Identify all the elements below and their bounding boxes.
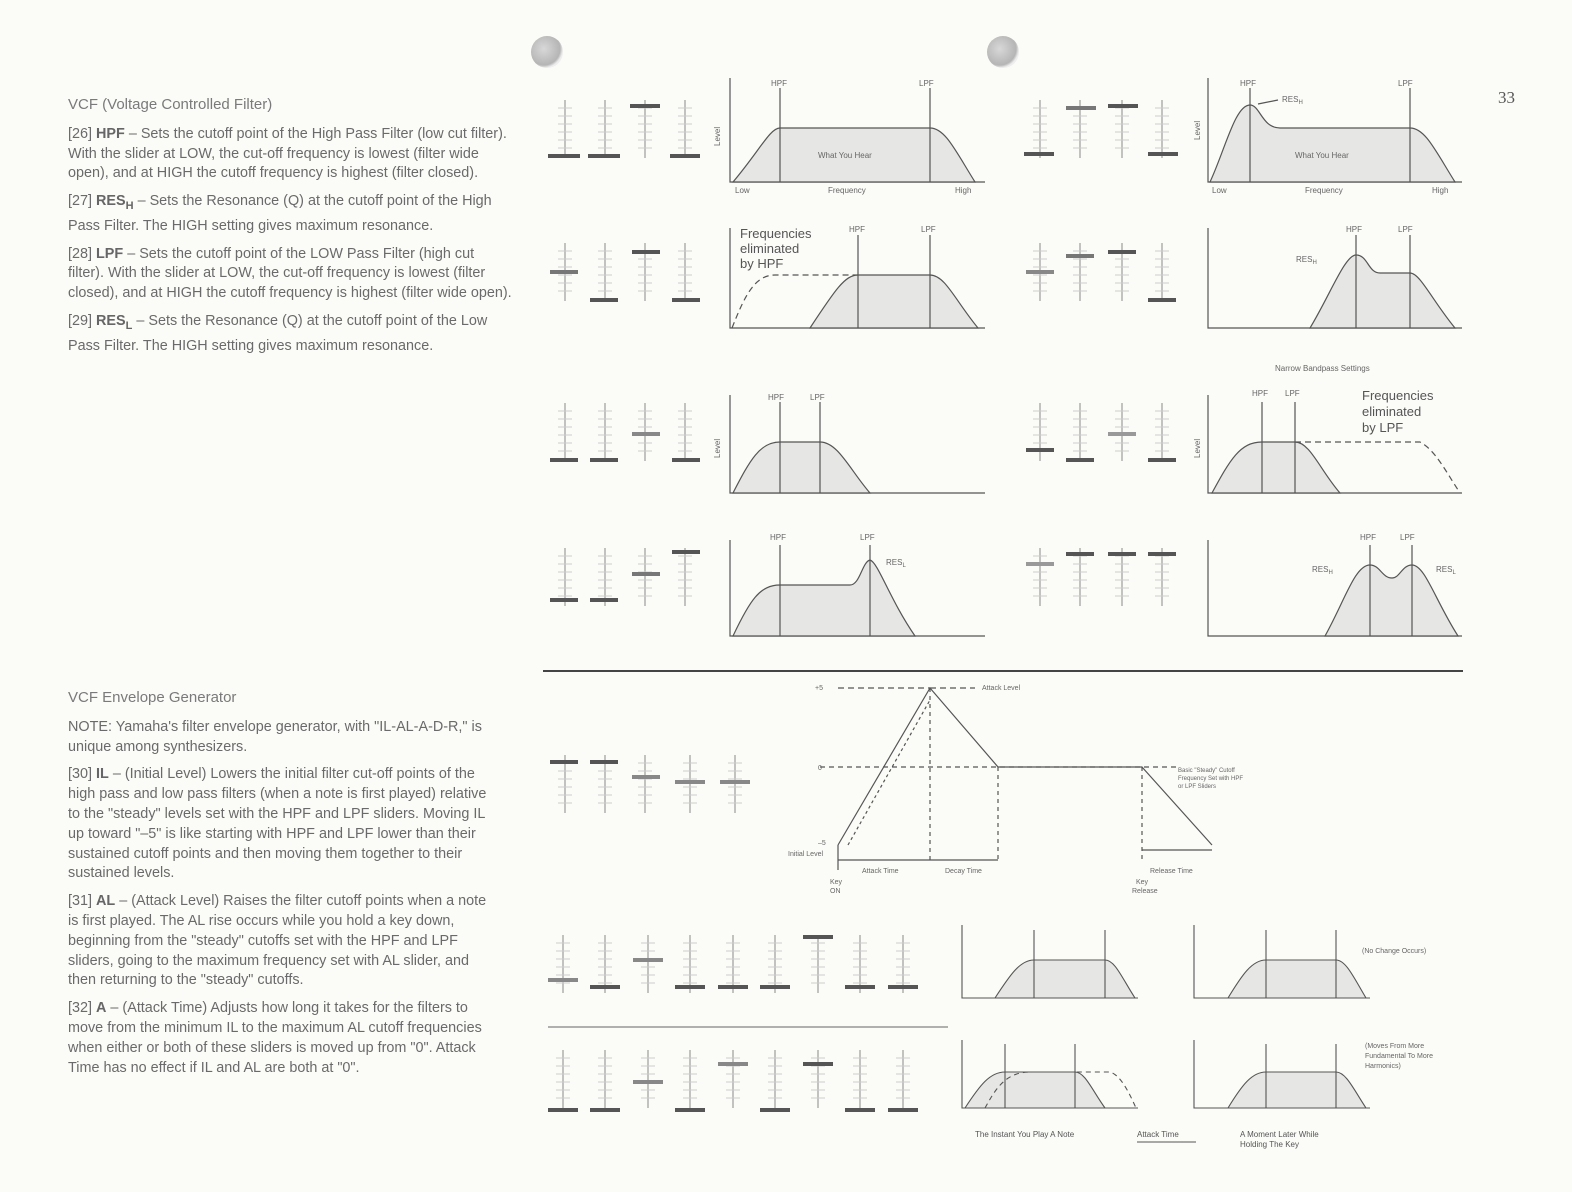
graph6-hpf-label: HPF [1346,225,1362,234]
paragraph-26: [26] HPF – Sets the cutoff point of the High Pass Filter (low cut filter). With the slider at LOW, the cut-off frequency is lowest (filter wide open), and at HIGH the cutoff frequency is highest (filter closed). [68,125,507,182]
graph4-lpf-label: LPF [860,533,875,542]
graph5-level-label: Level [1193,120,1202,140]
graph6-lpf-label: LPF [1398,225,1413,234]
graph1-hpf-label: HPF [771,79,787,88]
env-initial-level: Initial Level [788,851,824,858]
graph2-elim-1: Frequencies [740,226,812,241]
graph2-hpf-label: HPF [849,225,865,234]
slider-group-3 [550,403,700,462]
narrow-bandpass-caption: Narrow Bandpass Settings [1275,364,1370,373]
moves-label-2: Fundamental To More [1365,1053,1433,1060]
paragraph-31: [31] AL – (Attack Level) Raises the filter cutoff points when a note is first played. The AL rise occurs while you hold a key down, beginning from the "steady" cutoffs set with the HPF and LPF sliders, going to the maximum frequency set with AL slider, and then returning to the "steady" cutoffs. [68,893,487,989]
envelope-heading: VCF Envelope Generator [68,689,237,706]
graph2-elim-3: by HPF [740,256,784,271]
env-zero: 0 [818,765,822,772]
env-basic-3: or LPF Sliders [1178,784,1217,790]
env-plus5: +5 [815,685,823,692]
graph7-elim-2: eliminated [1362,404,1422,419]
graph1-lpf-label: LPF [919,79,934,88]
slider-group-5 [1024,100,1178,158]
no-change-label: (No Change Occurs) [1362,948,1427,955]
graph1-low: Low [735,186,750,195]
filter-graph-8 [1208,540,1462,636]
graph6-resh-label: $RES_H$ [1296,255,1317,266]
graph7-level-label: Level [1193,438,1202,458]
slider-group-2 [550,243,700,302]
graph8-resl-label: $RES_L$ [1436,565,1456,576]
paragraph-29: [29] $RES_L$ – Sets the Resonance (Q) at the cutoff point of the Low Pass Filter. The HIGH setting gives maximum resonance. [68,313,488,354]
paragraph-32: [32] A – (Attack Time) Adjusts how long it takes for the filters to move from the minimum IL to the maximum AL cutoff frequencies when either or both of these sliders is moved up from "0". Attack Time has no effect if IL and AL are both at "0". [68,1000,482,1076]
slider-group-6 [1026,243,1176,302]
graph8-hpf-label: HPF [1360,533,1376,542]
slider-group-8 [1026,548,1176,606]
env-key-release-1: Key [1136,879,1149,886]
graph7-elim-3: by LPF [1362,420,1404,435]
paragraph-30: [30] IL – (Initial Level) Lowers the initial filter cut-off points of the high pass and low pass filters (when a note is first played) relative to the "steady" levels set with the HPF and LPF sliders. Moving IL up toward "–5" is like starting with HPF and LPF lower than their sustained cutoff points and then moving them together to their sustained levels. [68,766,487,882]
env-attack-time: Attack Time [862,868,899,875]
env-basic-1: Basic "Steady" Cutoff [1178,768,1235,774]
graph8-lpf-label: LPF [1400,533,1415,542]
graph5-hpf-label: HPF [1240,79,1256,88]
graph1-high: High [955,186,972,195]
env-release-time: Release Time [1150,868,1193,875]
slider-group-4 [550,548,700,606]
envelope-slider-group [550,755,750,813]
page-number: 33 [1498,88,1515,107]
graph3-level-label: Level [713,438,722,458]
bottom-graph-3 [962,1040,1138,1108]
env-minus5: –5 [818,840,826,847]
graph7-elim-1: Frequencies [1362,388,1434,403]
graph1-what-you-hear: What You Hear [818,151,872,160]
graph4-hpf-label: HPF [770,533,786,542]
env-basic-2: Frequency Set with HPF [1178,776,1244,782]
graph7-hpf-label: HPF [1252,389,1268,398]
env-attack-level: Attack Level [982,685,1021,692]
graph5-high: High [1432,186,1449,195]
paragraph-27: [27] $RES_H$ – Sets the Resonance (Q) at the cutoff point of the High Pass Filter. The HIGH setting gives maximum resonance. [68,193,492,234]
envelope-graph [820,688,1212,870]
graph3-hpf-label: HPF [768,393,784,402]
graph2-lpf-label: LPF [921,225,936,234]
graph3-lpf-label: LPF [810,393,825,402]
bottom-slider-row-2 [548,1050,918,1112]
attack-time-caption: Attack Time [1137,1130,1179,1139]
instant-caption: The Instant You Play A Note [975,1130,1075,1139]
graph4-resl-label: $RES_L$ [886,558,906,569]
bottom-slider-row-1 [548,935,918,993]
bottom-graph-4 [1194,1040,1370,1108]
graph5-what-you-hear: What You Hear [1295,151,1349,160]
env-key-on-1: Key [830,879,843,886]
bottom-graph-2 [1194,925,1370,998]
graph5-low: Low [1212,186,1227,195]
env-key-on-2: ON [830,888,841,895]
moves-label-1: (Moves From More [1365,1043,1425,1050]
moves-label-3: Harmonics) [1365,1063,1401,1070]
envelope-note: NOTE: Yamaha's filter envelope generator, with "IL-AL-A-D-R," is unique among synthesizers. [68,718,482,755]
filter-graph-3 [730,395,985,493]
filter-graph-5 [1208,78,1462,182]
graph5-lpf-label: LPF [1398,79,1413,88]
bottom-graph-1 [962,925,1138,998]
filter-graph-7 [1208,395,1462,493]
moment-caption-2: Holding The Key [1240,1140,1299,1149]
filter-graph-6 [1208,228,1462,328]
filter-graph-4 [730,540,985,636]
graph5-frequency: Frequency [1305,186,1343,195]
graph2-elim-2: eliminated [740,241,800,256]
slider-group-1 [548,100,700,158]
slider-group-7 [1026,403,1176,462]
graph8-resh-label: $RES_H$ [1312,565,1333,576]
env-decay-time: Decay Time [945,868,982,875]
env-key-release-2: Release [1132,888,1158,895]
graph1-frequency: Frequency [828,186,866,195]
graph1-level-label: Level [713,126,722,146]
moment-caption-1: A Moment Later While [1240,1130,1319,1139]
vcf-heading: VCF (Voltage Controlled Filter) [68,96,273,113]
paragraph-28: [28] LPF – Sets the cutoff point of the LOW Pass Filter (high cut filter). With the slider at LOW, the cut-off frequency is lowest (filter closed), and at HIGH the cutoff frequency is highest (filter wide open). [68,245,512,302]
graph7-lpf-label: LPF [1285,389,1300,398]
filter-graph-1 [730,78,985,182]
graph5-resh-label: $RES_H$ [1282,95,1303,106]
